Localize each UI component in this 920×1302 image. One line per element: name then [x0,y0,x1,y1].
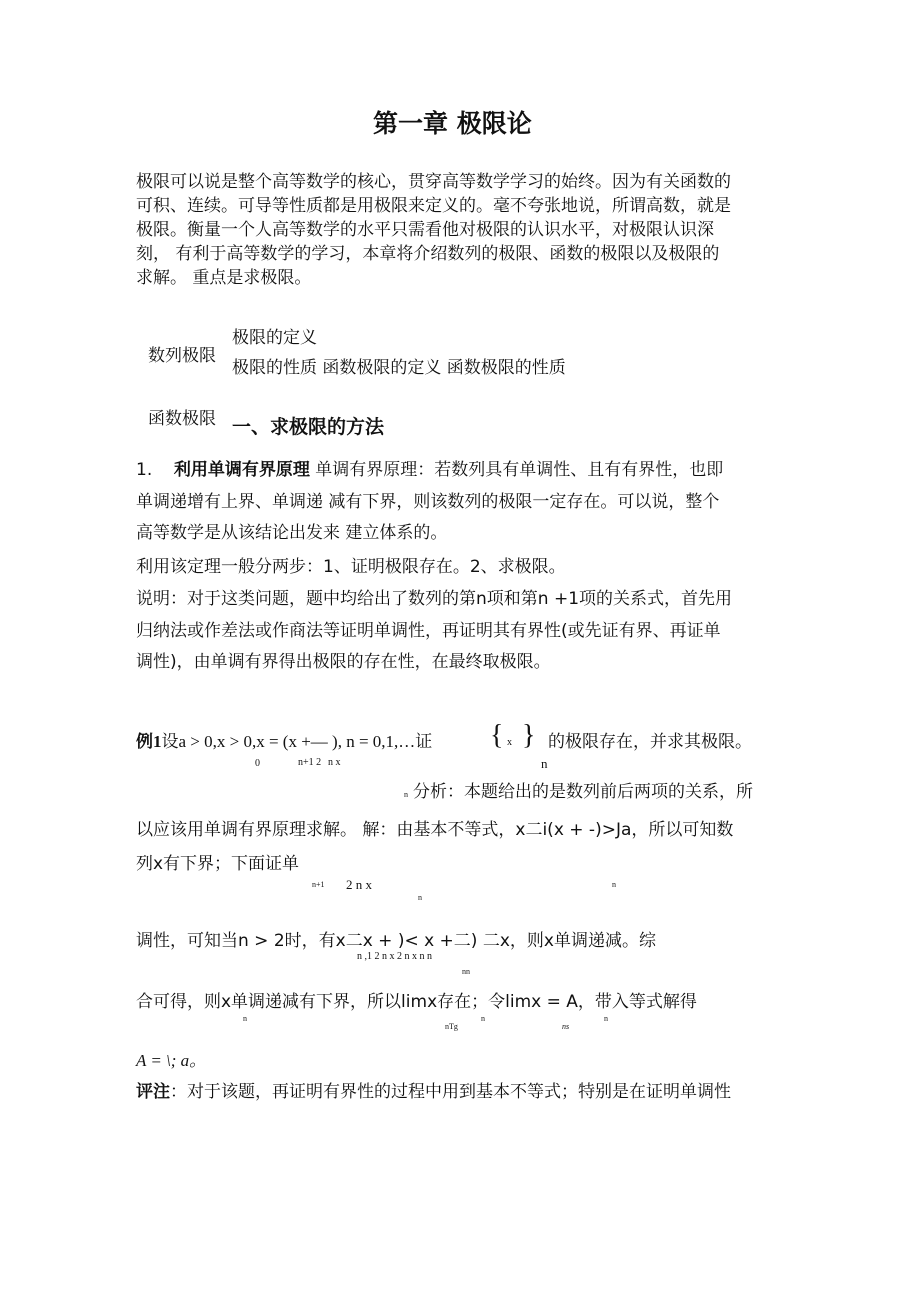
example1-result: A = \; a。 [136,1051,207,1070]
example1-statement [136,730,432,754]
example1-line-5-sub-n1: n [243,1014,247,1023]
chapter-title: 第一章 极限论 [373,109,532,138]
outline-sequence-limit: 数列极限 [148,346,216,366]
method1-line-4: 利用该定理一般分两步：1、证明极限存在。2、求极限。 [136,557,566,577]
example1-sub-0: 0 [255,758,260,769]
example1-line-5-sub-nTg: nTg [445,1022,458,1031]
example1-line-3: 列x有下界；下面证单 [136,854,300,874]
example1-line-5: 合可得，则x单调递减有下界，所以limx存在；令limx = A，带入等式解得 [136,992,697,1012]
intro-line-4: 刻， 有利于高等数学的学习，本章将介绍数列的极限、函数的极限以及极限的 [136,244,720,264]
example1-sub-nx: n x [328,757,341,768]
example1-line-4-sub: n ,1 2 n x 2 n x n n [357,951,432,962]
example1-line-3-sub-n1: n+1 [312,880,325,889]
example1-line-3-sub-2nx: 2 n x [346,877,372,892]
example1-line-5-sub-n2: n [481,1014,485,1023]
remark-label: 评注 [136,1082,170,1102]
example1-analysis: 分析：本题给出的是数列前后两项的关系，所 [413,782,753,802]
example1-stmt-a: 设a > 0,x > 0,x = (x +— ), n = 0,1,…证 [161,732,433,751]
intro-line-2: 可积、连续。可导等性质都是用极限来定义的。毫不夸张地说，所谓高数，就是 [136,196,731,216]
outline-def: 极限的定义 [232,328,317,348]
example1-analysis-sub: n [404,790,408,799]
method1-title: 利用单调有界原理 [173,460,310,480]
example1-line-4: 调性，可知当n > 2时，有x二x + )< x +二) 二x，则x单调递减。综 [136,931,656,951]
example1-line-5-sub-n3: n [604,1014,608,1023]
method1-line-6: 归纳法或作差法或作商法等证明单调性，再证明其有界性(或先证有界、再证单 [136,621,721,641]
method1-line-7: 调性)，由单调有界得出极限的存在性，在最终取极限。 [136,652,551,672]
example1-line-5-sub-ns: ns [562,1022,570,1031]
method1-line-1-rest: 单调有界原理：若数列具有单调性、且有有界性，也即 [309,460,724,480]
intro-line-3: 极限。衡量一个人高等数学的水平只需看他对极限的认识水平，对极限认识深 [136,220,714,240]
example1-line-3-sub-n-a: n [418,893,422,902]
example1-brace-close: } [522,720,536,751]
method1-line-5: 说明：对于这类问题，题中均给出了数列的第n项和第n +1项的关系式，首先用 [136,589,733,609]
example1-label: 例1 [136,732,162,751]
example1-line-2: 以应该用单调有界原理求解。 解：由基本不等式，x二i(x + -)>Ja，所以可知数 [136,820,734,840]
intro-line-1: 极限可以说是整个高等数学的核心，贯穿高等数学学习的始终。因为有关函数的 [136,172,731,192]
method1-number: 1. [136,460,153,480]
example1-stmt-b: 的极限存在，并求其极限。 [548,732,752,752]
example1-line-4-sub-nn: nn [462,967,470,976]
method1-line-1 [136,458,723,482]
outline-function-limit: 函数极限 [148,409,216,429]
example1-remark [136,1080,731,1104]
example1-brace-x: x [507,737,512,748]
method1-line-2: 单调递增有上界、单调递 减有下界，则该数列的极限一定存在。可以说，整个 [136,492,720,512]
section-heading: 一、求极限的方法 [232,416,385,438]
intro-line-5: 求解。 重点是求极限。 [136,268,312,288]
example1-sub-n1-2: n+1 2 [298,757,322,768]
method1-line-3: 高等数学是从该结论出发来 建立体系的。 [136,523,448,543]
example1-sub-n-below: n [541,756,548,771]
outline-props: 极限的性质 函数极限的定义 函数极限的性质 [232,358,566,378]
example1-line-3-sub-n-b: n [612,880,616,889]
remark-text: ：对于该题，再证明有界性的过程中用到基本不等式；特别是在证明单调性 [170,1082,731,1102]
example1-brace-open: { [490,720,504,751]
